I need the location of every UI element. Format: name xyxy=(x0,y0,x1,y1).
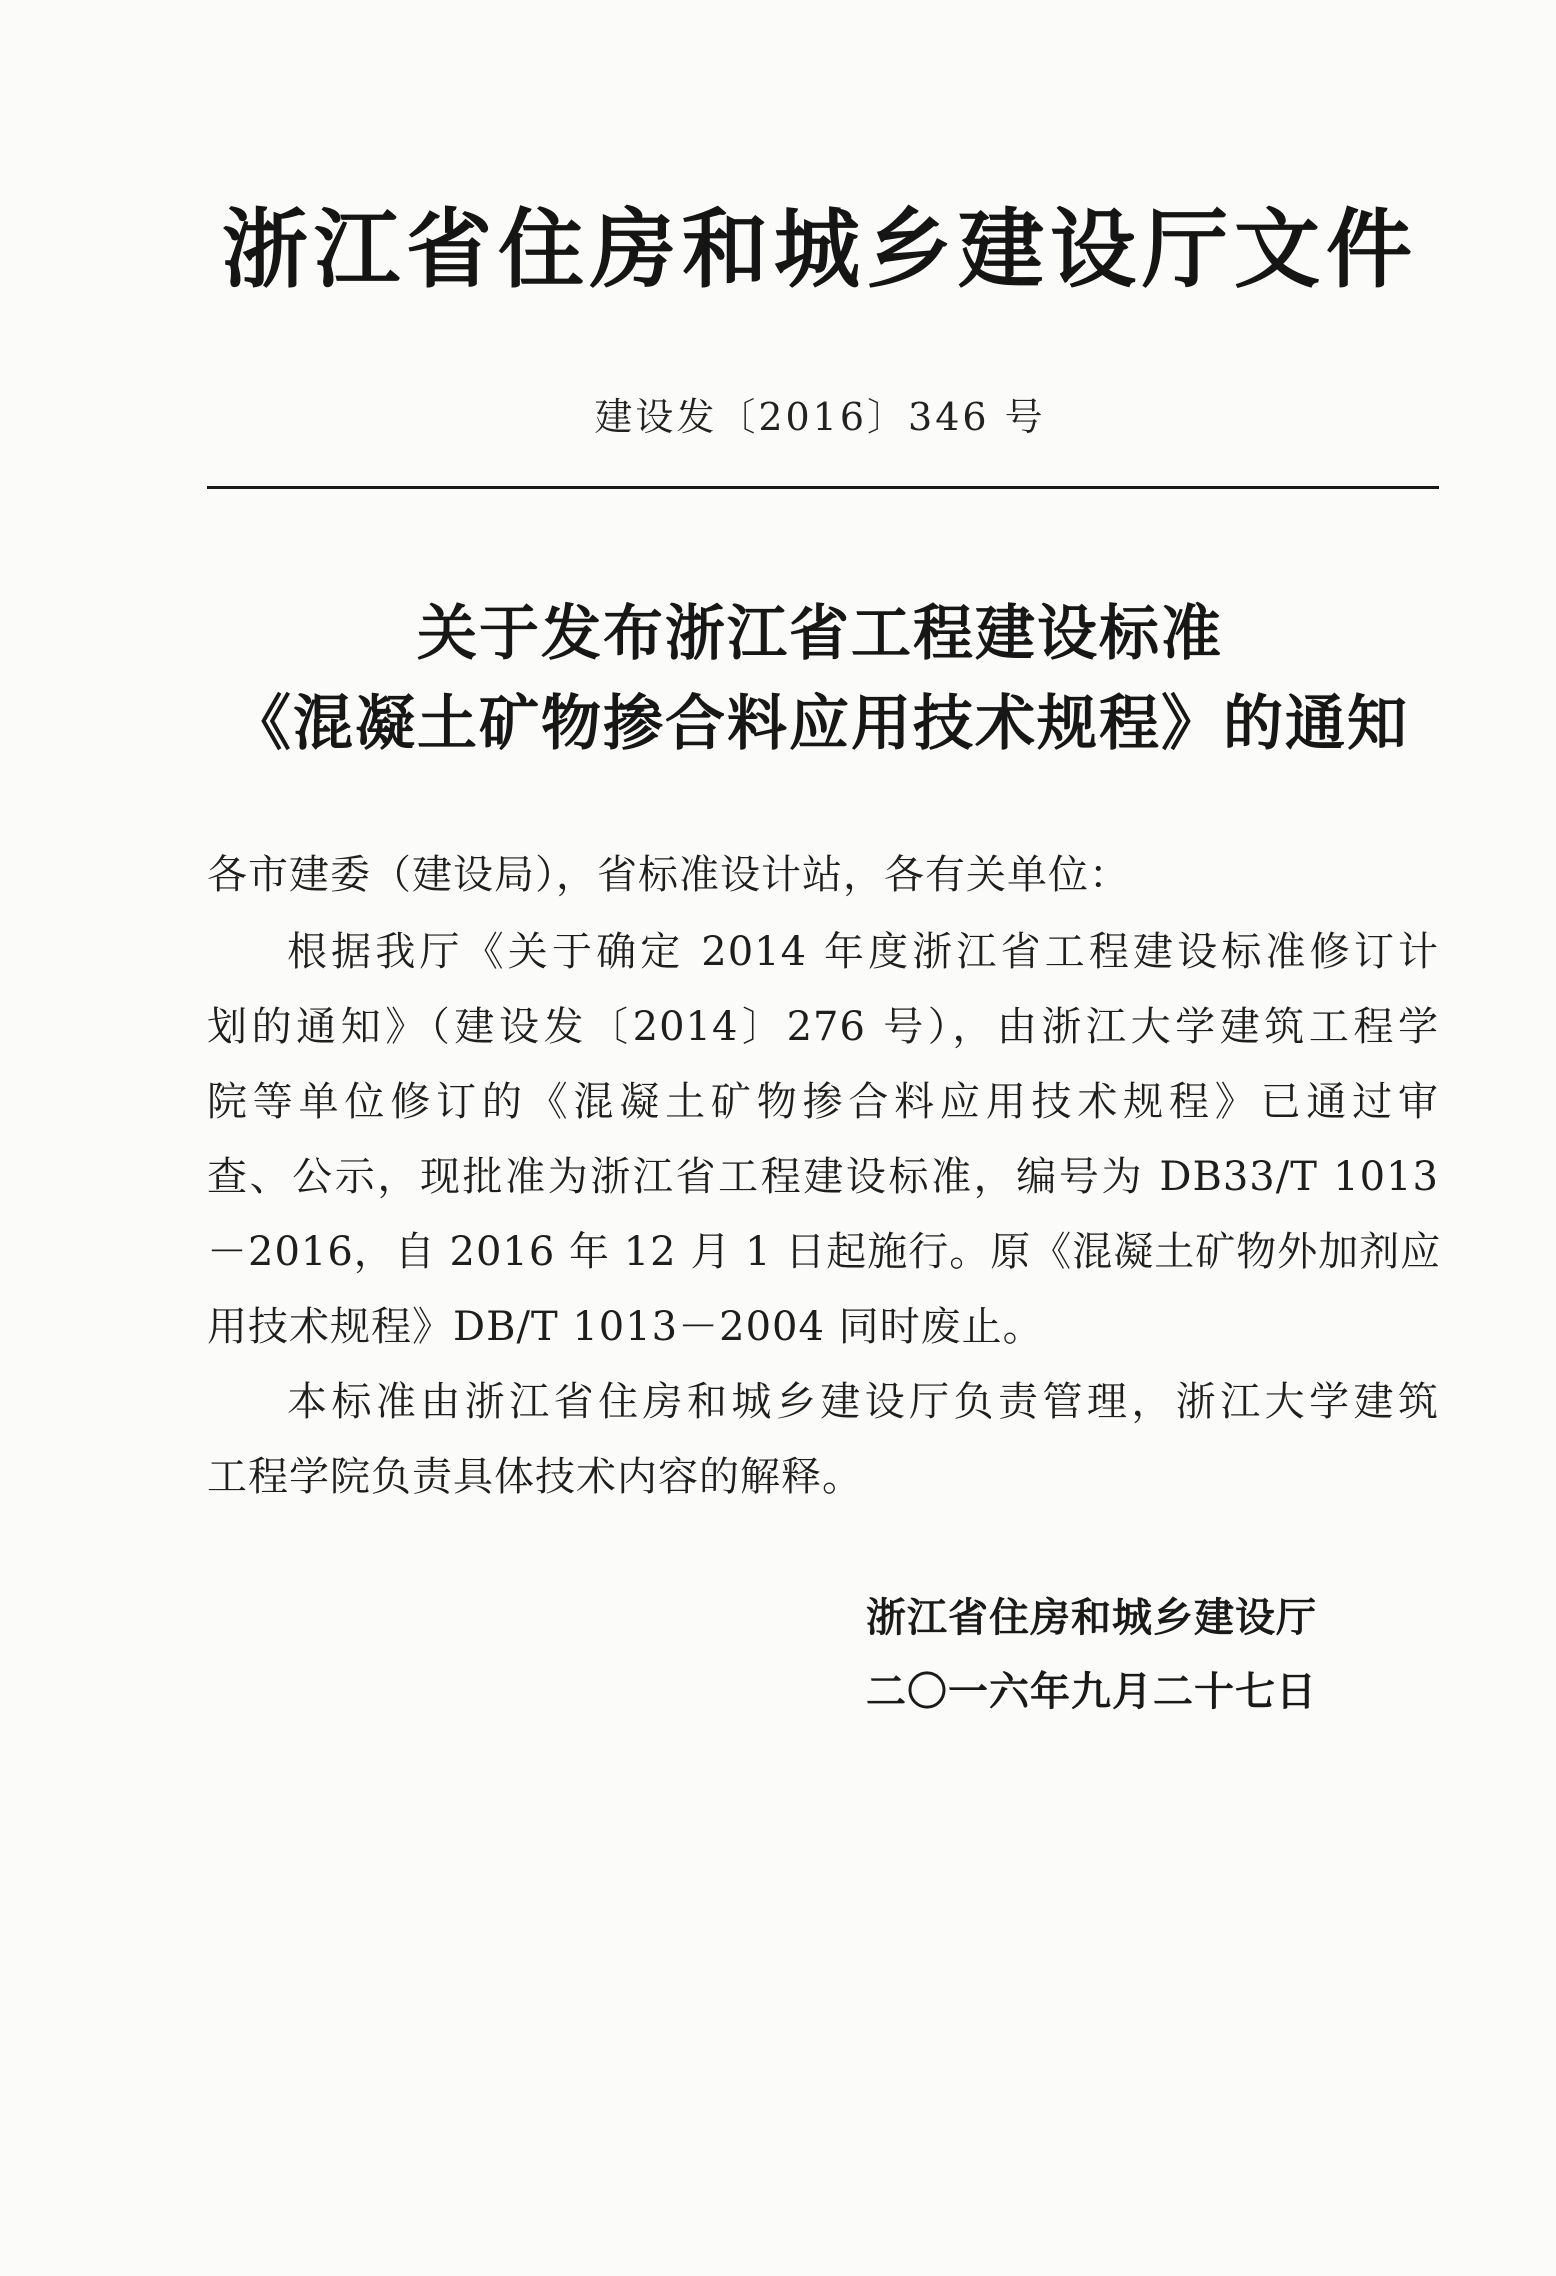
document-number: 建设发〔2016〕346 号 xyxy=(594,395,1046,439)
paragraph-1-line-5: －2016，自 2016 年 12 月 1 日起施行。原《混凝土矿物外加剂应 xyxy=(207,1229,1442,1275)
issuer-header-title: 浙江省住房和城乡建设厅文件 xyxy=(222,200,1418,300)
notice-title-line-1: 关于发布浙江省工程建设标准 xyxy=(417,599,1223,669)
paragraph-1-line-6: 用技术规程》DB/T 1013－2004 同时废止。 xyxy=(207,1304,1044,1350)
notice-title-line-2: 《混凝土矿物掺合料应用技术规程》的通知 xyxy=(231,689,1409,759)
paragraph-2-line-1: 本标准由浙江省住房和城乡建设厅负责管理，浙江大学建筑 xyxy=(287,1379,1439,1425)
header-divider xyxy=(207,486,1439,489)
paragraph-1-line-1: 根据我厅《关于确定 2014 年度浙江省工程建设标准修订计 xyxy=(287,929,1439,975)
signature-issuer: 浙江省住房和城乡建设厅 xyxy=(866,1595,1317,1641)
paragraph-1-line-4: 查、公示，现批准为浙江省工程建设标准，编号为 DB33/T 1013 xyxy=(207,1154,1439,1200)
addressee-line: 各市建委（建设局），省标准设计站，各有关单位： xyxy=(207,852,1130,898)
signature-date: 二〇一六年九月二十七日 xyxy=(866,1669,1317,1715)
paragraph-2-line-2: 工程学院负责具体技术内容的解释。 xyxy=(207,1454,863,1500)
paragraph-1-line-3: 院等单位修订的《混凝土矿物掺合料应用技术规程》已通过审 xyxy=(207,1079,1439,1125)
paragraph-1-line-2: 划的通知》（建设发〔2014〕276 号），由浙江大学建筑工程学 xyxy=(207,1004,1439,1050)
